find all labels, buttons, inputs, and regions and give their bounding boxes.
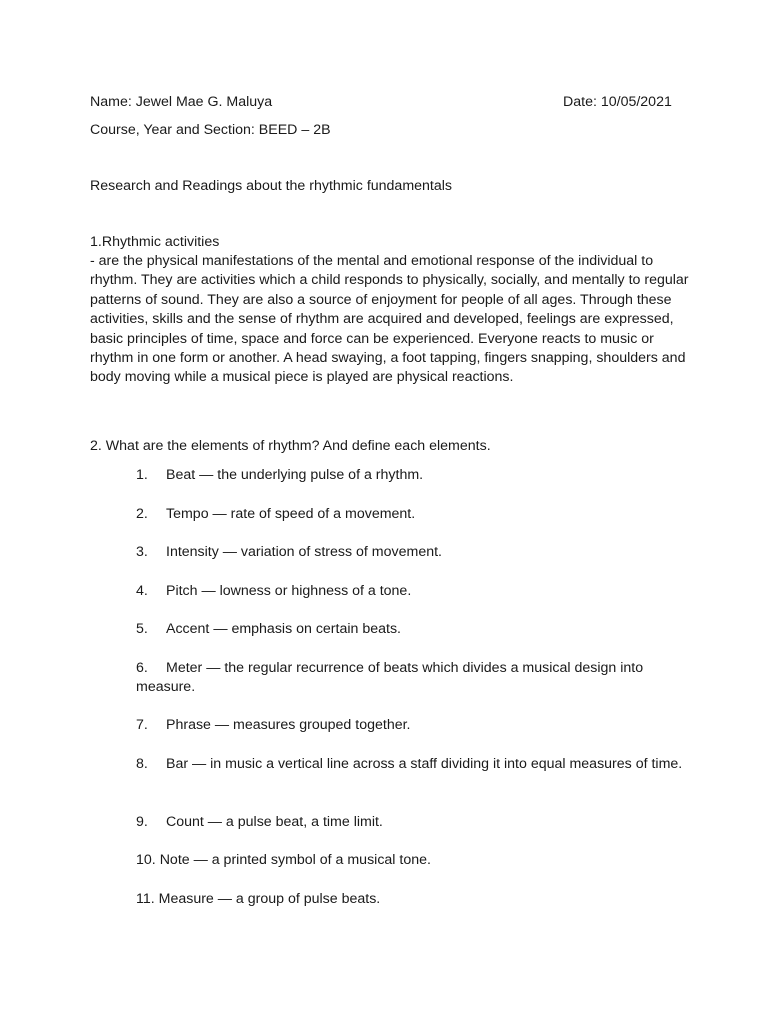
- list-item: [136, 466, 423, 485]
- list-text: Pitch — lowness or highness of a tone.: [166, 583, 412, 599]
- list-number: 2.: [136, 506, 148, 522]
- section-1-heading: 1.Rhythmic activities: [90, 234, 220, 250]
- list-number: 7.: [136, 717, 148, 733]
- list-number: 9.: [136, 814, 148, 830]
- list-item: [136, 813, 383, 832]
- course-year-section: Course, Year and Section: BEED – 2B: [90, 122, 331, 138]
- list-item: [136, 755, 696, 774]
- list-item: [136, 890, 380, 909]
- list-item: [136, 582, 411, 601]
- list-item: [136, 716, 410, 735]
- list-text: Count — a pulse beat, a time limit.: [166, 814, 383, 830]
- list-text: Beat — the underlying pulse of a rhythm.: [166, 467, 424, 483]
- list-text: Intensity — variation of stress of movement.: [166, 544, 442, 560]
- list-number: 1.: [136, 467, 148, 483]
- list-text: Tempo — rate of speed of a movement.: [166, 506, 416, 522]
- student-name: Name: Jewel Mae G. Maluya: [90, 94, 273, 110]
- list-item: [136, 543, 442, 562]
- list-number: 4.: [136, 583, 148, 599]
- list-number: 3.: [136, 544, 148, 560]
- list-item: [136, 620, 401, 639]
- list-item: [136, 851, 431, 870]
- list-text: Accent — emphasis on certain beats.: [166, 621, 402, 637]
- list-text: Bar — in music a vertical line across a staff dividing it into equal measures of time.: [166, 756, 683, 772]
- list-number: 6.: [136, 660, 148, 676]
- list-text: Phrase — measures grouped together.: [166, 717, 411, 733]
- list-number: 11.: [136, 891, 155, 907]
- list-text: Meter — the regular recurrence of beats which divides a musical design into measure.: [136, 660, 644, 695]
- list-number: 8.: [136, 756, 148, 772]
- list-item: [136, 505, 415, 524]
- list-item: [136, 659, 696, 697]
- list-number: 10.: [136, 852, 156, 868]
- list-text: Note — a printed symbol of a musical tone.: [159, 852, 431, 868]
- document-title: Research and Readings about the rhythmic fundamentals: [90, 178, 452, 194]
- date: Date: 10/05/2021: [563, 94, 672, 110]
- section-2-question: 2. What are the elements of rhythm? And define each elements.: [90, 438, 491, 454]
- list-number: 5.: [136, 621, 148, 637]
- section-1-body: - are the physical manifestations of the mental and emotional response of the individual to rhythm. They are activities which a child responds to physically, socially, and mentally to regular patterns of sound. They are also a source of enjoyment for people of all ages. Through these activities, skills and the sense of rhythm are acquired and developed, feelings are expressed, basic principles of time, space and force can be experienced. Everyone reacts to music or rhythm in one form or another. A head swaying, a foot tapping, fingers snapping, shoulders and body moving while a musical piece is played are physical reactions.: [90, 253, 689, 386]
- list-text: Measure — a group of pulse beats.: [158, 891, 381, 907]
